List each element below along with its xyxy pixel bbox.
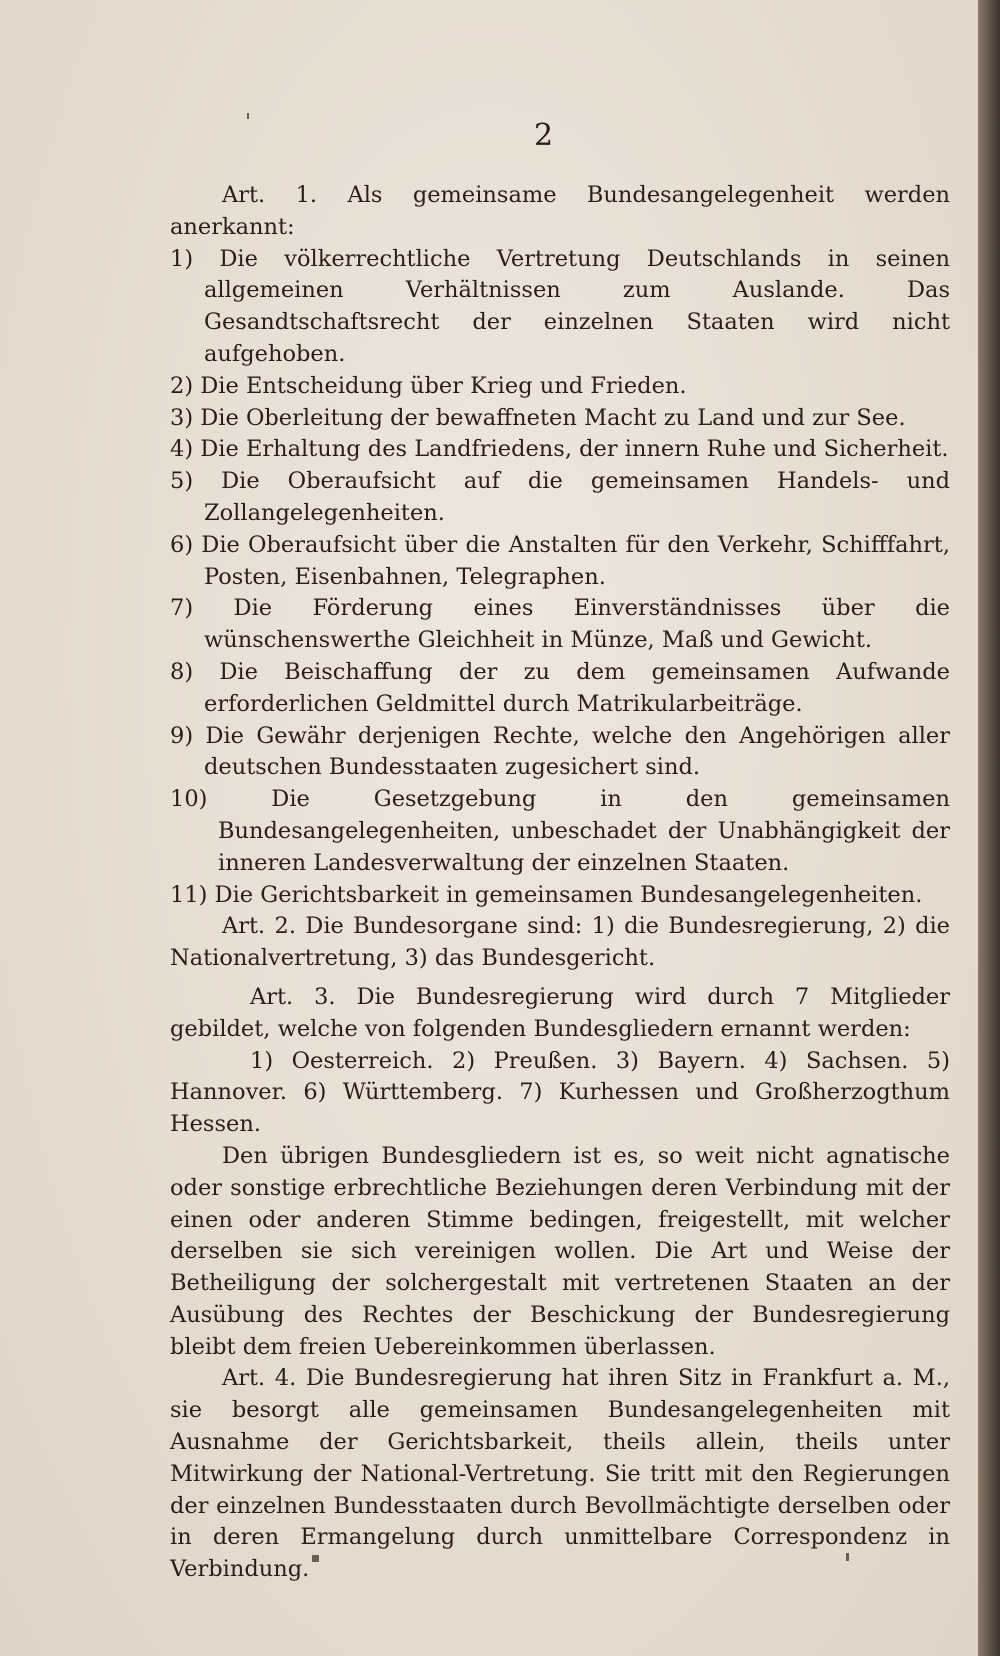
list-item-5: 5) Die Oberaufsicht auf die gemeinsamen Handels- und Zollangelegenheiten. — [170, 468, 950, 526]
list-item-7: 7) Die Förderung eines Einverständnisses über die wünschenswerthe Gleichheit in Münze, Maß und Gewicht. — [170, 595, 950, 654]
article-2: Art. 2. Die Bundesorgane sind: 1) die Bundesregierung, 2) die Nationalvertretung, 3) das Bundesgericht. — [170, 913, 950, 972]
list-item-2: 2) Die Entscheidung über Krieg und Frieden. — [170, 372, 687, 399]
article-4: Art. 4. Die Bundesregierung hat ihren Sitz in Frankfurt a. M., sie besorgt alle gemeinsamen Bundesangelegenheiten mit Ausnahme der Gerichtsbarkeit, theils allein, theils unter Mitwirkung der National-Vertretung. Sie tritt mit den Regierungen der einzelnen Bundesstaaten durch Bevollmächtigte derselben oder in deren Ermangelung durch unmittelbare Correspondenz in Verbindung. — [170, 1365, 950, 1583]
list-item-10: 10) Die Gesetzgebung in den gemeinsamen Bundesangelegenheiten, unbeschadet der Unabhängigkeit der inneren Landesverwaltung der einzelnen Staaten. — [170, 786, 950, 876]
list-item-11: 11) Die Gerichtsbarkeit in gemeinsamen Bundesangelegenheiten. — [170, 881, 923, 908]
document-body — [170, 180, 950, 1586]
ink-speck — [846, 1553, 849, 1561]
article-3: Art. 3. Die Bundesregierung wird durch 7 Mitglieder gebildet, welche von folgenden Bundesgliedern ernannt werden: — [170, 983, 950, 1042]
ink-speck — [312, 1555, 319, 1562]
page-number: 2 — [534, 118, 554, 153]
ink-speck — [247, 113, 249, 119]
article-3-members: 1) Oesterreich. 2) Preußen. 3) Bayern. 4) Sachsen. 5) Hannover. 6) Württemberg. 7) Kurhessen und Großherzogthum Hessen. — [170, 1047, 950, 1138]
list-item-6: 6) Die Oberaufsicht über die Anstalten für den Verkehr, Schifffahrt, Posten, Eisenbahnen, Telegraphen. — [170, 531, 950, 590]
list-item-4: 4) Die Erhaltung des Landfriedens, der innern Ruhe und Sicherheit. — [170, 436, 949, 463]
list-item-3: 3) Die Oberleitung der bewaffneten Macht zu Land und zur See. — [170, 404, 906, 431]
article-3-paragraph: Den übrigen Bundesgliedern ist es, so weit nicht agnatische oder sonstige erbrechtliche Beziehungen deren Verbindung mit der einen oder anderen Stimme bedingen, freigestellt, mit welcher derselben sie sich vereinigen wollen. Die Art und Weise der Betheiligung der solchergestalt mit vertretenen Staaten an der Ausübung des Rechtes der Beschickung der Bundesregierung bleibt dem freien Uebereinkommen überlassen. — [170, 1142, 950, 1360]
list-item-8: 8) Die Beischaffung der zu dem gemeinsamen Aufwande erforderlichen Geldmittel durch Matrikularbeiträge. — [170, 658, 950, 717]
page-edge-shadow — [978, 0, 1000, 1656]
art1-intro: Art. 1. Als gemeinsame Bundesangelegenheit werden anerkannt: — [170, 182, 950, 240]
list-item-9: 9) Die Gewähr derjenigen Rechte, welche den Angehörigen aller deutschen Bundesstaaten zugesichert sind. — [170, 722, 950, 781]
list-item-1: 1) Die völkerrechtliche Vertretung Deutschlands in seinen allgemeinen Verhältnissen zum Auslande. Das Gesandtschaftsrecht der einzelnen Staaten wird nicht aufgehoben. — [170, 245, 950, 367]
